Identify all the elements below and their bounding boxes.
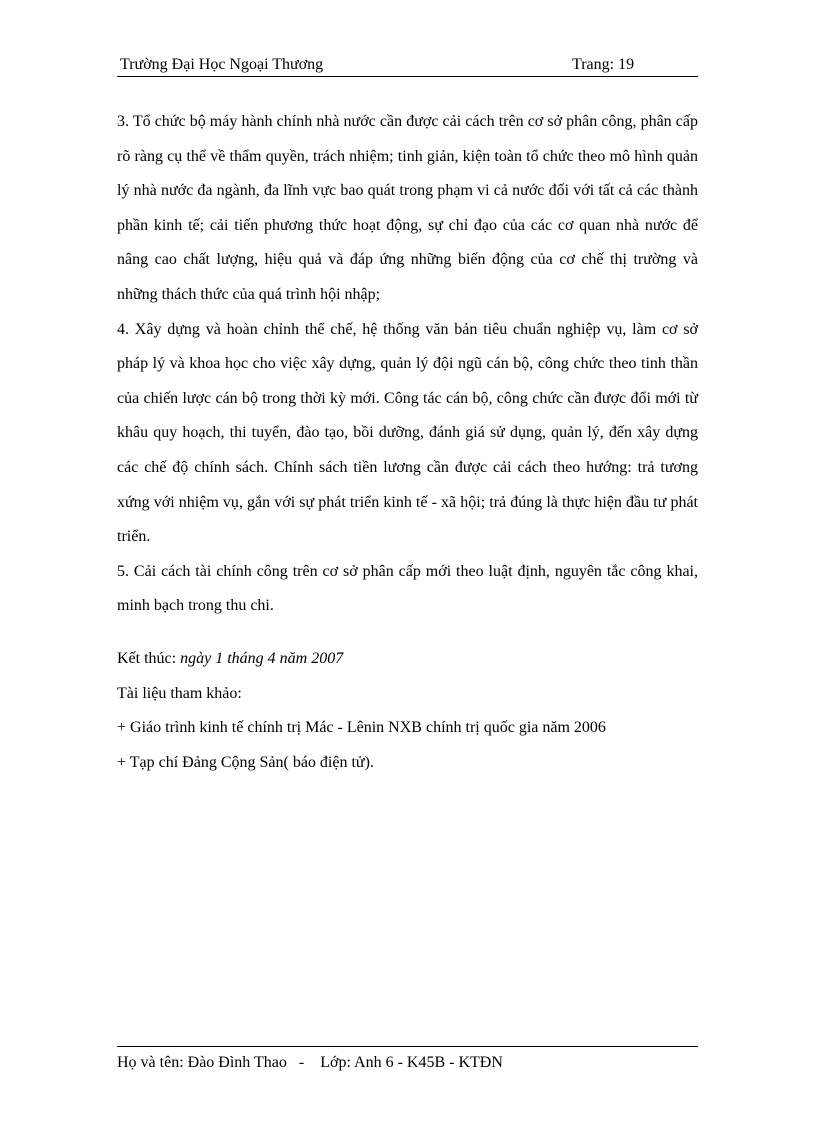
references-title: Tài liệu tham khảo:: [117, 684, 242, 702]
end-date-line: [117, 642, 698, 677]
author-info: Họ và tên: Đào Đình Thao - Lớp: Anh 6 - K45B - KTĐN: [117, 1054, 503, 1071]
paragraph-3: 3. Tổ chức bộ máy hành chính nhà nước cần được cải cách trên cơ sở phân công, phân cấp rõ ràng cụ thể về thẩm quyền, trách nhiệm; tinh giản, kiện toàn tổ chức theo mô hình quản lý nhà nước đa ngành, đa lĩnh vực bao quát trong phạm vi cả nước đối với tất cả các thành phần kinh tế; cải tiến phương thức hoạt động, sự chỉ đạo của các cơ quan nhà nước để nâng cao chất lượng, hiệu quả và đáp ứng những biến động của cơ chế thị trường và những thách thức của quá trình hội nhập;: [117, 113, 698, 303]
paragraph-4: 4. Xây dựng và hoàn chỉnh thể chế, hệ thống văn bản tiêu chuẩn nghiệp vụ, làm cơ sở pháp lý và khoa học cho việc xây dựng, quản lý đội ngũ cán bộ, công chức theo tinh thần của chiến lược cán bộ trong thời kỳ mới. Công tác cán bộ, công chức cần được đổi mới từ khâu quy hoạch, thi tuyển, đào tạo, bồi dưỡng, đánh giá sử dụng, quản lý, đến xây dựng các chế độ chính sách. Chính sách tiền lương cần được cải cách theo hướng: trả tương xứng với nhiệm vụ, gắn với sự phát triển kinh tế - xã hội; trả đúng là thực hiện đầu tư phát triển.: [117, 320, 698, 546]
school-name: Trường Đại Học Ngoại Thương: [120, 56, 324, 73]
page-header: [117, 54, 698, 77]
end-date: ngày 1 tháng 4 năm 2007: [180, 649, 344, 667]
ending-section: [117, 642, 698, 780]
end-label: Kết thúc:: [117, 649, 181, 667]
document-body: [117, 105, 698, 780]
reference-item: + Giáo trình kinh tế chính trị Mác - Lênin NXB chính trị quốc gia năm 2006: [117, 719, 606, 737]
page-footer: [117, 1046, 698, 1073]
paragraph-5: 5. Cải cách tài chính công trên cơ sở phân cấp mới theo luật định, nguyên tắc công khai, minh bạch trong thu chi.: [117, 562, 698, 615]
reference-item: + Tạp chí Đảng Cộng Sản( báo điện tử).: [117, 753, 374, 771]
page-number: Trang: 19: [572, 56, 635, 73]
